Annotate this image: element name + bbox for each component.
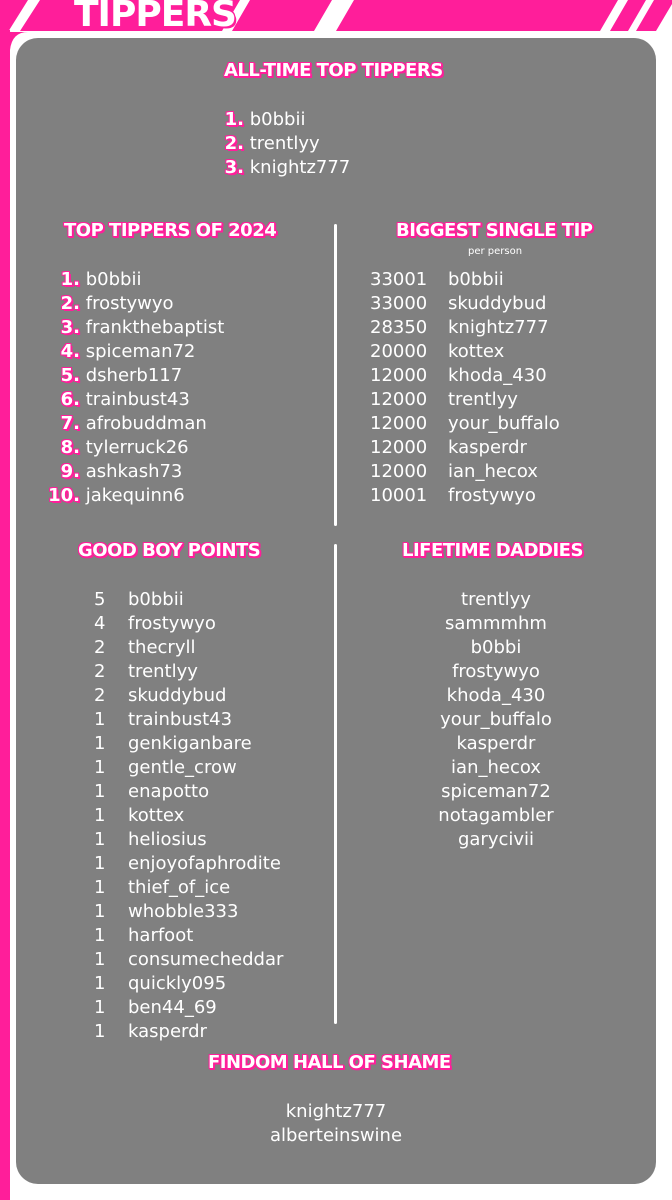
- list-item: 2 trentlyy: [94, 661, 198, 682]
- list-item: b0bbi: [470, 637, 522, 658]
- list-item: 12000 your_buffalo: [370, 413, 560, 434]
- all-time-list: [214, 108, 350, 180]
- list-item: notagambler: [438, 805, 554, 826]
- list-item: 10. jakequinn6: [48, 485, 185, 506]
- list-item: 1 quickly095: [94, 973, 227, 994]
- list-item: ian_hecox: [451, 757, 541, 778]
- lifetime-heading: LIFETIME DADDIES: [402, 540, 583, 561]
- biggest-tip-subheading: per person: [468, 246, 523, 257]
- list-item: 1 ben44_69: [94, 997, 217, 1018]
- list-item: 2. frostywyo: [60, 293, 174, 314]
- list-item: 6. trainbust43: [60, 389, 190, 410]
- list-item: 20000 kottex: [370, 341, 505, 362]
- list-item: 1 kasperdr: [94, 1021, 207, 1042]
- list-item: 4 frostywyo: [94, 613, 216, 634]
- tippers-panel: [16, 38, 656, 1184]
- list-item: 12000 trentlyy: [370, 389, 518, 410]
- list-item: 4. spiceman72: [60, 341, 196, 362]
- list-item: 8. tylerruck26: [60, 437, 189, 458]
- good-boy-list: [94, 588, 283, 1044]
- list-item: 1. b0bbii: [224, 109, 306, 130]
- biggest-tip-heading: BIGGEST SINGLE TIP: [396, 220, 593, 241]
- list-item: knightz777: [285, 1101, 387, 1122]
- list-item: alberteinswine: [269, 1125, 403, 1146]
- list-item: 1 harfoot: [94, 925, 194, 946]
- column-divider-top: [334, 224, 337, 526]
- list-item: 7. afrobuddman: [60, 413, 207, 434]
- list-item: 2 skuddybud: [94, 685, 227, 706]
- list-item: 5. dsherb117: [60, 365, 183, 386]
- list-item: garycivii: [457, 829, 535, 850]
- list-item: 3. knightz777: [224, 157, 351, 178]
- shame-list: [216, 1100, 456, 1148]
- column-divider-bottom: [334, 544, 337, 1024]
- list-item: spiceman72: [441, 781, 551, 802]
- list-item: 1 kottex: [94, 805, 185, 826]
- list-item: 1 whobble333: [94, 901, 239, 922]
- list-item: 12000 ian_hecox: [370, 461, 538, 482]
- shame-heading: FINDOM HALL OF SHAME: [208, 1052, 451, 1073]
- list-item: your_buffalo: [440, 709, 552, 730]
- good-boy-heading: GOOD BOY POINTS: [78, 540, 261, 561]
- list-item: 1 heliosius: [94, 829, 207, 850]
- list-item: 1 trainbust43: [94, 709, 233, 730]
- top-2024-list: [46, 268, 224, 508]
- list-item: 12000 khoda_430: [370, 365, 547, 386]
- list-item: trentlyy: [461, 589, 531, 610]
- biggest-tip-list: [370, 268, 560, 508]
- list-item: 1 gentle_crow: [94, 757, 237, 778]
- all-time-heading: ALL-TIME TOP TIPPERS: [224, 60, 443, 81]
- list-item: 10001 frostywyo: [370, 485, 536, 506]
- page-title: TIPPERS: [74, 0, 236, 35]
- list-item: 33000 skuddybud: [370, 293, 547, 314]
- list-item: 9. ashkash73: [60, 461, 183, 482]
- list-item: frostywyo: [452, 661, 540, 682]
- list-item: khoda_430: [446, 685, 546, 706]
- list-item: 5 b0bbii: [94, 589, 184, 610]
- list-item: 12000 kasperdr: [370, 437, 527, 458]
- list-item: 1 consumecheddar: [94, 949, 284, 970]
- list-item: 1 enapotto: [94, 781, 210, 802]
- list-item: 28350 knightz777: [370, 317, 549, 338]
- list-item: 2. trentlyy: [224, 133, 320, 154]
- list-item: 1. b0bbii: [60, 269, 142, 290]
- list-item: 3. frankthebaptist: [60, 317, 225, 338]
- lifetime-list: [376, 588, 616, 852]
- list-item: 1 genkiganbare: [94, 733, 252, 754]
- top-2024-heading: TOP TIPPERS OF 2024: [64, 220, 277, 241]
- list-item: 2 thecryll: [94, 637, 196, 658]
- list-item: 33001 b0bbii: [370, 269, 504, 290]
- list-item: sammmhm: [445, 613, 547, 634]
- list-item: 1 thief_of_ice: [94, 877, 231, 898]
- list-item: 1 enjoyofaphrodite: [94, 853, 281, 874]
- list-item: kasperdr: [456, 733, 536, 754]
